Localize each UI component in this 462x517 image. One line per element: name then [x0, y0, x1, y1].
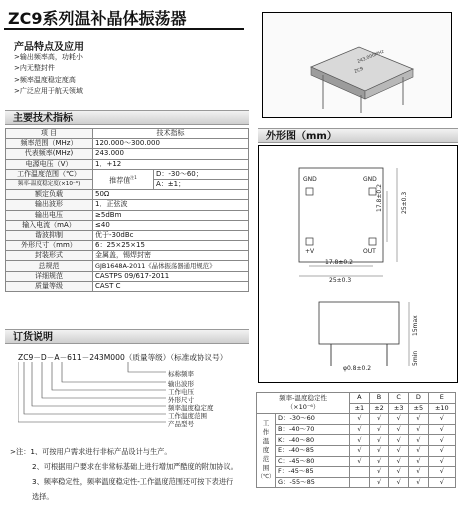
- spec-value: CASTPS 09/617-2011: [93, 271, 249, 281]
- spec-value: CAST C: [93, 281, 249, 291]
- spec-key: 代表频率(MHz): [6, 149, 93, 159]
- spec-key: 谐波抑制: [6, 230, 93, 240]
- table-row: [6, 271, 249, 281]
- temp-range: C：-45～80: [276, 456, 350, 467]
- check-cell: √: [389, 477, 409, 488]
- check-cell: √: [428, 467, 455, 478]
- dim-pin-diameter: φ0.8±0.2: [343, 365, 372, 372]
- col-letter: D: [409, 393, 429, 404]
- col-value: ±2: [369, 403, 389, 414]
- check-cell: √: [350, 445, 370, 456]
- table-row: [6, 129, 249, 139]
- spec-value: D：-30～60；: [154, 169, 249, 179]
- pin-out: OUT: [363, 248, 376, 255]
- spec-col-value: 技术指标: [93, 129, 249, 139]
- note-line: 3、频率稳定性，频率温度稳定性-工作温度范围还可按下表进行: [32, 477, 234, 486]
- legend-item: 工作电压: [168, 388, 194, 396]
- pin-gnd-1: GND: [303, 176, 317, 183]
- ordering-heading: 订货说明: [5, 329, 249, 344]
- notes: [10, 444, 254, 504]
- temp-range: D：-30～60: [276, 414, 350, 425]
- check-cell: √: [409, 435, 429, 446]
- check-cell: √: [409, 445, 429, 456]
- spec-value: 120.000～300.000: [93, 139, 249, 149]
- temp-range: K：-40～80: [276, 435, 350, 446]
- check-cell: √: [428, 414, 455, 425]
- temp-header-unit: （×10⁻⁶）: [286, 403, 320, 412]
- dim-pin-spacing-h: 17.8±0.2: [325, 259, 353, 266]
- table-row: [6, 159, 249, 169]
- note-line: 2、可根据用户要求在非常标基础上进行增加严酷度的附加协议。: [32, 462, 238, 471]
- temp-range: B：-40～70: [276, 424, 350, 435]
- col-value: ±10: [428, 403, 455, 414]
- oscillator-illustration: [263, 13, 451, 117]
- spec-value: 1．+12: [93, 159, 249, 169]
- feature-item: >内无整封件: [14, 64, 55, 73]
- temp-stability-table: [256, 392, 456, 488]
- spec-value: 6：25×25×15: [93, 241, 249, 251]
- table-row: [6, 210, 249, 220]
- spec-value: ≥5dBm: [93, 210, 249, 220]
- note-line: >注：1、可按用户需求进行非标产品设计与生产。: [10, 447, 172, 456]
- spec-heading: 主要技术指标: [5, 110, 249, 125]
- check-cell: √: [369, 424, 389, 435]
- spec-key: 输出波形: [6, 200, 93, 210]
- spec-key: 封装形式: [6, 251, 93, 261]
- legend-item: 外形尺寸: [168, 396, 194, 404]
- check-cell: √: [428, 456, 455, 467]
- order-code: ZC9－D－A－611－243M000（质量等级）（标准或协议号）: [18, 353, 228, 362]
- table-row: [257, 445, 456, 456]
- spec-value: 优于-30dBc: [93, 230, 249, 240]
- temp-header-label: 频率-温度稳定性: [279, 394, 327, 403]
- dim-height: 15max: [412, 315, 419, 336]
- dimensions-heading: 外形图（mm）: [258, 128, 458, 143]
- col-letter: A: [350, 393, 370, 404]
- check-cell: [350, 477, 370, 488]
- dim-pin-spacing-v: 17.8±0.2: [376, 184, 383, 212]
- table-row: [6, 190, 249, 200]
- order-code-leaders: [18, 360, 168, 440]
- recommended-label: 推荐值$^{注1}$: [93, 169, 154, 189]
- temp-range: E：-40～85: [276, 445, 350, 456]
- table-row: [6, 220, 249, 230]
- legend-item: 输出波形: [168, 380, 194, 388]
- feature-item: >广泛应用于航天领域: [14, 87, 83, 96]
- photo-label-1: 243.000MHz: [356, 49, 385, 65]
- check-cell: √: [369, 414, 389, 425]
- spec-value: 50Ω: [93, 190, 249, 200]
- title-rule: [4, 28, 244, 30]
- col-value: ±5: [409, 403, 429, 414]
- temp-table-header: [257, 393, 350, 414]
- spec-value: 金属盖，锡焊封密: [93, 251, 249, 261]
- dimension-svg: [259, 146, 457, 382]
- check-cell: √: [428, 424, 455, 435]
- spec-col-item: 项 目: [6, 129, 93, 139]
- spec-key: 电源电压（V）: [6, 159, 93, 169]
- dim-length: 25±0.3: [401, 191, 408, 214]
- table-row: [6, 261, 249, 271]
- pin-gnd-2: GND: [363, 176, 377, 183]
- check-cell: √: [350, 435, 370, 446]
- table-row: [6, 169, 249, 179]
- spec-table: [5, 128, 249, 292]
- check-cell: √: [350, 456, 370, 467]
- table-row: [257, 477, 456, 488]
- check-cell: √: [369, 467, 389, 478]
- col-letter: E: [428, 393, 455, 404]
- check-cell: √: [389, 435, 409, 446]
- spec-key: 输入电流（mA）: [6, 220, 93, 230]
- pin-vplus: +V: [305, 248, 315, 255]
- spec-key: 总规范: [6, 261, 93, 271]
- temp-side-label: 工 作 温 度 范 围 （℃）: [257, 414, 276, 488]
- col-letter: C: [389, 393, 409, 404]
- check-cell: √: [428, 445, 455, 456]
- table-row: [257, 414, 456, 425]
- table-row: [6, 241, 249, 251]
- table-row: [6, 251, 249, 261]
- page-title: ZC9系列温补晶体振荡器: [8, 9, 187, 28]
- spec-value: ≤40: [93, 220, 249, 230]
- check-cell: √: [428, 477, 455, 488]
- spec-key: 外形尺寸（mm）: [6, 241, 93, 251]
- check-cell: √: [389, 445, 409, 456]
- check-cell: √: [409, 477, 429, 488]
- table-row: [257, 435, 456, 446]
- spec-value: A：±1；: [154, 179, 249, 189]
- dimension-drawing: [258, 145, 458, 383]
- check-cell: √: [350, 414, 370, 425]
- product-photo: [262, 12, 452, 118]
- check-cell: √: [389, 414, 409, 425]
- check-cell: √: [409, 467, 429, 478]
- spec-value: GJB1648A-2011《晶体振荡器通用规范》: [93, 261, 249, 271]
- check-cell: √: [409, 424, 429, 435]
- features-heading: 产品特点及应用: [14, 42, 84, 53]
- col-letter: B: [369, 393, 389, 404]
- dim-width: 25±0.3: [329, 277, 352, 284]
- spec-key: 额定负载: [6, 190, 93, 200]
- check-cell: [350, 467, 370, 478]
- col-value: ±1: [350, 403, 370, 414]
- check-cell: √: [369, 477, 389, 488]
- col-value: ±3: [389, 403, 409, 414]
- check-cell: √: [389, 456, 409, 467]
- table-row: [6, 230, 249, 240]
- temp-range: G：-55～85: [276, 477, 350, 488]
- check-cell: √: [369, 435, 389, 446]
- note-line: 选择。: [32, 492, 54, 501]
- check-cell: √: [369, 445, 389, 456]
- photo-label-2: ZC9: [353, 66, 365, 75]
- table-row: [257, 467, 456, 478]
- legend-item: 标称频率: [168, 370, 194, 378]
- check-cell: √: [409, 414, 429, 425]
- spec-key: 频率-温度稳定度(×10⁻⁶): [6, 179, 93, 189]
- table-row: [6, 139, 249, 149]
- check-cell: √: [428, 435, 455, 446]
- spec-value: 243.000: [93, 149, 249, 159]
- features-list: [14, 52, 244, 98]
- table-row: [257, 456, 456, 467]
- dim-pin-length: 5min: [412, 350, 419, 366]
- table-row: [6, 200, 249, 210]
- spec-key: 质量等级: [6, 281, 93, 291]
- table-row: [257, 424, 456, 435]
- legend-item: 产品型号: [168, 420, 194, 428]
- temp-range: F：-45～85: [276, 467, 350, 478]
- spec-value: 1．正弦波: [93, 200, 249, 210]
- spec-key: 工作温度范围（℃）: [6, 169, 93, 179]
- feature-item: >频率温度稳定度高: [14, 75, 76, 84]
- spec-key: 输出电压: [6, 210, 93, 220]
- table-row: [6, 149, 249, 159]
- check-cell: √: [389, 467, 409, 478]
- table-row: [257, 393, 456, 404]
- legend-item: 频率温度稳定度: [168, 404, 214, 412]
- check-cell: √: [350, 424, 370, 435]
- spec-key: 频率范围（MHz）: [6, 139, 93, 149]
- check-cell: √: [389, 424, 409, 435]
- check-cell: √: [369, 456, 389, 467]
- check-cell: √: [409, 456, 429, 467]
- legend-item: 工作温度范围: [168, 412, 207, 420]
- feature-item: >输出频率高，功耗小: [14, 53, 83, 61]
- table-row: [6, 281, 249, 291]
- spec-key: 详细规范: [6, 271, 93, 281]
